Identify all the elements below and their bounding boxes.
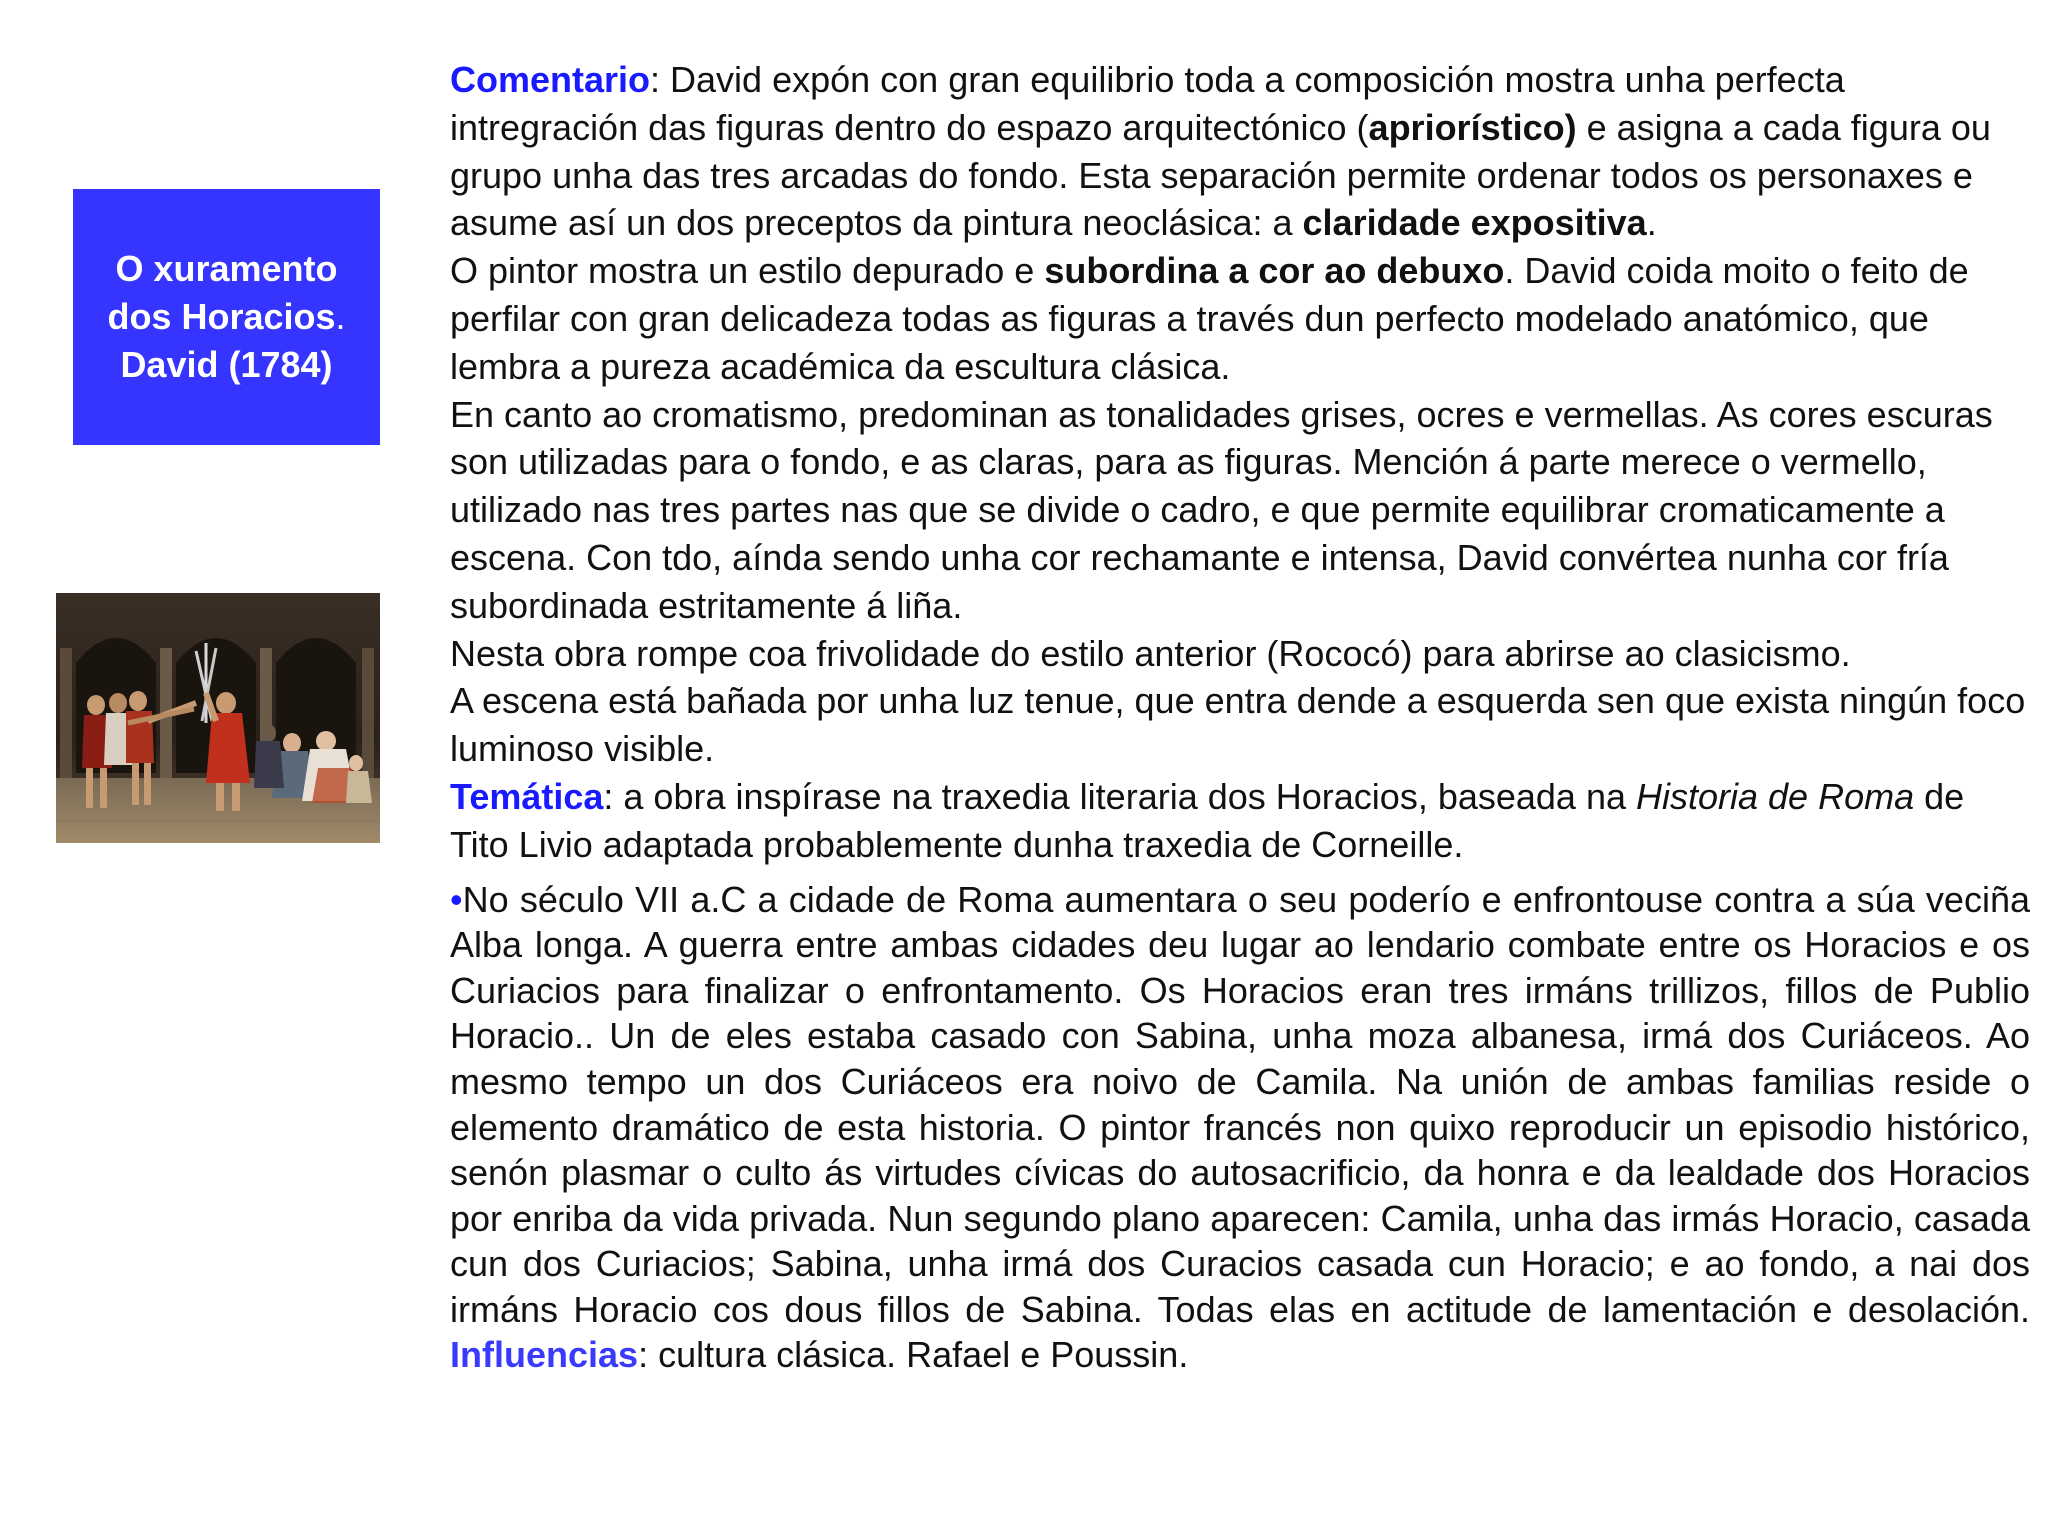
- comentario-bold-2: claridade expositiva: [1302, 202, 1647, 244]
- tematica-italic-1: Historia de Roma: [1636, 775, 1915, 817]
- influencias-text: : cultura clásica. Rafael e Poussin.: [638, 1334, 1189, 1376]
- historia-bullet-paragraph: [450, 877, 2030, 1379]
- comentario-text-1: : David expón con gran equilibrio toda a composición mostra unha perfecta intregración das figuras dentro do espazo arquitectónico (: [450, 59, 1845, 148]
- historia-text: No século VII a.C a cidade de Roma aumentara o seu poderío e enfrontouse contra a súa veciña Alba longa. A guerra entre ambas cidades deu lugar ao lendario combate entre os Horacios e os Curiacios para finalizar o enfrontamento. Os Horacios eran tres irmáns trillizos, fillos de Publio Horacio.. Un de eles estaba casado con Sabina, unha moza albanesa, irmá dos Curiáceos. Ao mesmo tempo un dos Curiáceos era noivo de Camila. Na unión de ambas familias reside o elemento dramático de esta historia. O pintor francés non quixo reproducir un episodio histórico, senón plasmar o culto ás virtudes cívicas do autosacrificio, da honra e da lealdade dos Horacios por enriba da vida privada. Nun segundo plano aparecen: Camila, unha das irmás Horacio, casada cun dos Curiacios; Sabina, unha irmá dos Curacios casada cun Horacio; e ao fondo, a nai dos irmáns Horacio cos dous fillos de Sabina. Todas elas en actitude de lamentación e desolación.: [450, 878, 2030, 1330]
- title-line-2: [107, 293, 345, 341]
- tematica-label: Temática: [450, 775, 604, 817]
- cromatismo-paragraph: En canto ao cromatismo, predominan as tonalidades grises, ocres e vermellas. As cores escuras son utilizadas para o fondo, e as claras, para as figuras. Mención á parte merece o vermello, utilizado nas tres partes nas que se divide o cadro, e que permite equilibrar cromaticamente a escena. Con tdo, aínda sendo unha cor rechamante e intensa, David convértea nunha cor fría subordinada estritamente á liña.: [450, 393, 1993, 626]
- tematica-paragraph: [450, 773, 2030, 869]
- slide-title: [107, 245, 345, 389]
- estilo-paragraph: [450, 247, 2030, 390]
- main-text: [450, 56, 2030, 1378]
- oath-of-the-horatii-painting-icon: [56, 593, 380, 843]
- title-line-2-text: dos Horacios: [107, 296, 336, 337]
- tematica-text-2: de Tito Livio adaptada probablemente dunha traxedia de Corneille.: [450, 775, 1965, 865]
- estilo-bold-1: subordina a cor ao debuxo: [1044, 250, 1505, 292]
- comentario-text-3: .: [1646, 202, 1657, 244]
- estilo-text-2: . David coida moito o feito de perfilar con gran delicadeza todas as figuras a través dun perfecto modelado anatómico, que lembra a pureza académica da escultura clásica.: [450, 250, 1969, 387]
- luz-paragraph: A escena está bañada por unha luz tenue, que entra dende a esquerda sen que exista ningún foco luminoso visible.: [450, 680, 2026, 770]
- tematica-text-1: : a obra inspírase na traxedia literaria dos Horacios, baseada na: [603, 775, 1636, 817]
- comentario-bold-1: apriorístico): [1368, 106, 1577, 148]
- influencias-label: Influencias: [450, 1334, 639, 1376]
- title-line-2-period: .: [335, 296, 346, 337]
- rococo-paragraph: Nesta obra rompe coa frivolidade do estilo anterior (Rococó) para abrirse ao clasicismo.: [450, 632, 1851, 674]
- comentario-text-2: e asigna a cada figura ou grupo unha das tres arcadas do fondo. Esta separación permite ordenar todos os personaxes e asume así un dos preceptos da pintura neoclásica: a: [450, 106, 1991, 244]
- bullet-icon: •: [450, 878, 463, 920]
- estilo-text-1: O pintor mostra un estilo depurado e: [450, 250, 1045, 292]
- comentario-paragraph: [450, 56, 2030, 247]
- title-line-1: O xuramento: [115, 248, 338, 289]
- title-box: [73, 189, 380, 445]
- title-line-3: David (1784): [120, 344, 333, 385]
- comentario-label: Comentario: [450, 59, 651, 100]
